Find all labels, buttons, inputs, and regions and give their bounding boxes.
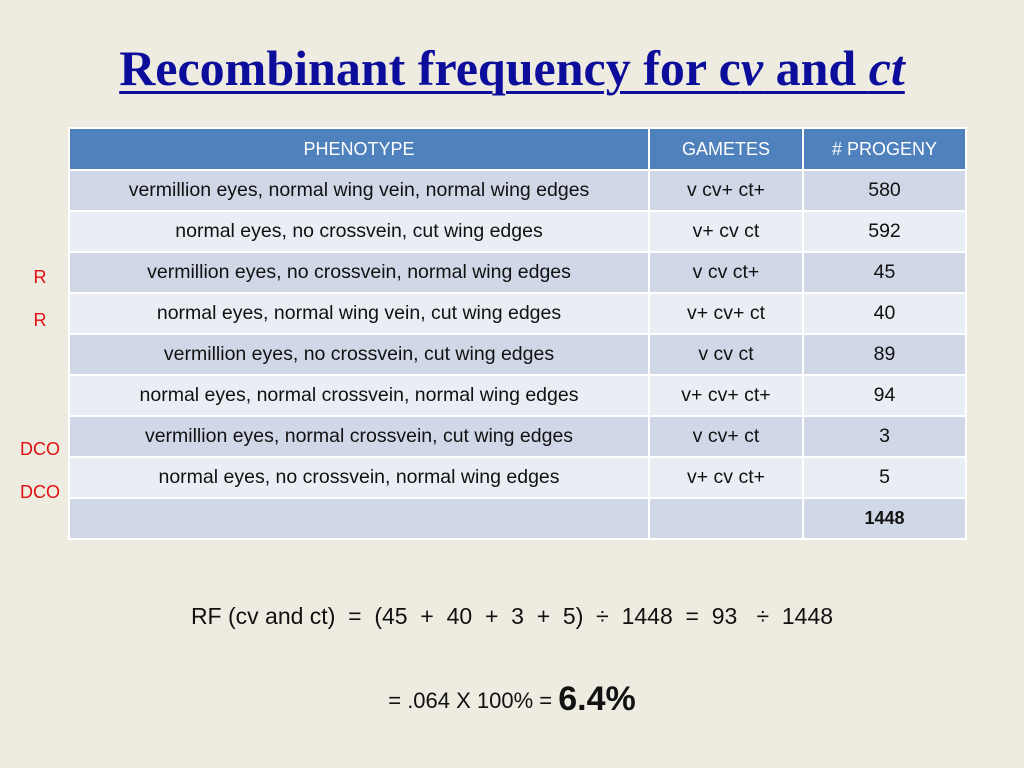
- table-row: [69, 375, 966, 416]
- row-label-dco-1: DCO: [20, 439, 60, 459]
- cell-phenotype: vermillion eyes, no crossvein, normal wing edges: [69, 252, 649, 293]
- cell-phenotype: normal eyes, no crossvein, cut wing edges: [69, 211, 649, 252]
- row-label-r-1: R: [33, 267, 47, 287]
- cell-gametes: v cv ct: [649, 334, 803, 375]
- table-row: [69, 334, 966, 375]
- cell-gametes: v+ cv ct: [649, 211, 803, 252]
- cell-empty: [649, 498, 803, 539]
- cell-progeny: 592: [803, 211, 966, 252]
- cell-gametes: v cv+ ct+: [649, 170, 803, 211]
- header-progeny: # PROGENY: [803, 128, 966, 170]
- cell-phenotype: vermillion eyes, normal wing vein, normal wing edges: [69, 170, 649, 211]
- table-row: [69, 211, 966, 252]
- cell-phenotype: normal eyes, normal crossvein, normal wing edges: [69, 375, 649, 416]
- title-prefix: Recombinant frequency for c: [119, 40, 741, 96]
- table-row: [69, 416, 966, 457]
- table-total-row: [69, 498, 966, 539]
- cell-gametes: v+ cv+ ct: [649, 293, 803, 334]
- rf-formula: RF (cv and ct) = (45 + 40 + 3 + 5) ÷ 1448 = 93 ÷ 1448: [190, 603, 834, 629]
- title-ct-italic: ct: [868, 40, 905, 96]
- table-row: [69, 252, 966, 293]
- cell-progeny: 580: [803, 170, 966, 211]
- table-header-row: [69, 128, 966, 170]
- cell-gametes: v cv ct+: [649, 252, 803, 293]
- cell-progeny: 94: [803, 375, 966, 416]
- cell-progeny: 5: [803, 457, 966, 498]
- rf-result-prefix: = .064 X 100% =: [388, 688, 559, 713]
- header-gametes: GAMETES: [649, 128, 803, 170]
- header-phenotype: PHENOTYPE: [69, 128, 649, 170]
- cell-gametes: v+ cv ct+: [649, 457, 803, 498]
- table-row: [69, 170, 966, 211]
- cell-progeny: 89: [803, 334, 966, 375]
- cell-gametes: v cv+ ct: [649, 416, 803, 457]
- slide-title: [0, 38, 1024, 98]
- cell-phenotype: normal eyes, normal wing vein, cut wing edges: [69, 293, 649, 334]
- rf-result-value: 6.4%: [558, 680, 636, 718]
- cell-phenotype: vermillion eyes, no crossvein, cut wing edges: [69, 334, 649, 375]
- cell-gametes: v+ cv+ ct+: [649, 375, 803, 416]
- title-cv-italic: v: [740, 40, 764, 96]
- table-row: [69, 457, 966, 498]
- cell-phenotype: vermillion eyes, normal crossvein, cut wing edges: [69, 416, 649, 457]
- cell-progeny: 40: [803, 293, 966, 334]
- cell-phenotype: normal eyes, no crossvein, normal wing edges: [69, 457, 649, 498]
- progeny-table: [68, 127, 967, 540]
- row-label-r-2: R: [33, 310, 47, 330]
- rf-result: [0, 678, 1024, 717]
- table-row: [69, 293, 966, 334]
- cell-progeny: 3: [803, 416, 966, 457]
- row-label-dco-2: DCO: [20, 482, 60, 502]
- title-and: and: [763, 40, 869, 96]
- cell-progeny: 45: [803, 252, 966, 293]
- cell-total-progeny: 1448: [803, 498, 966, 539]
- cell-empty: [69, 498, 649, 539]
